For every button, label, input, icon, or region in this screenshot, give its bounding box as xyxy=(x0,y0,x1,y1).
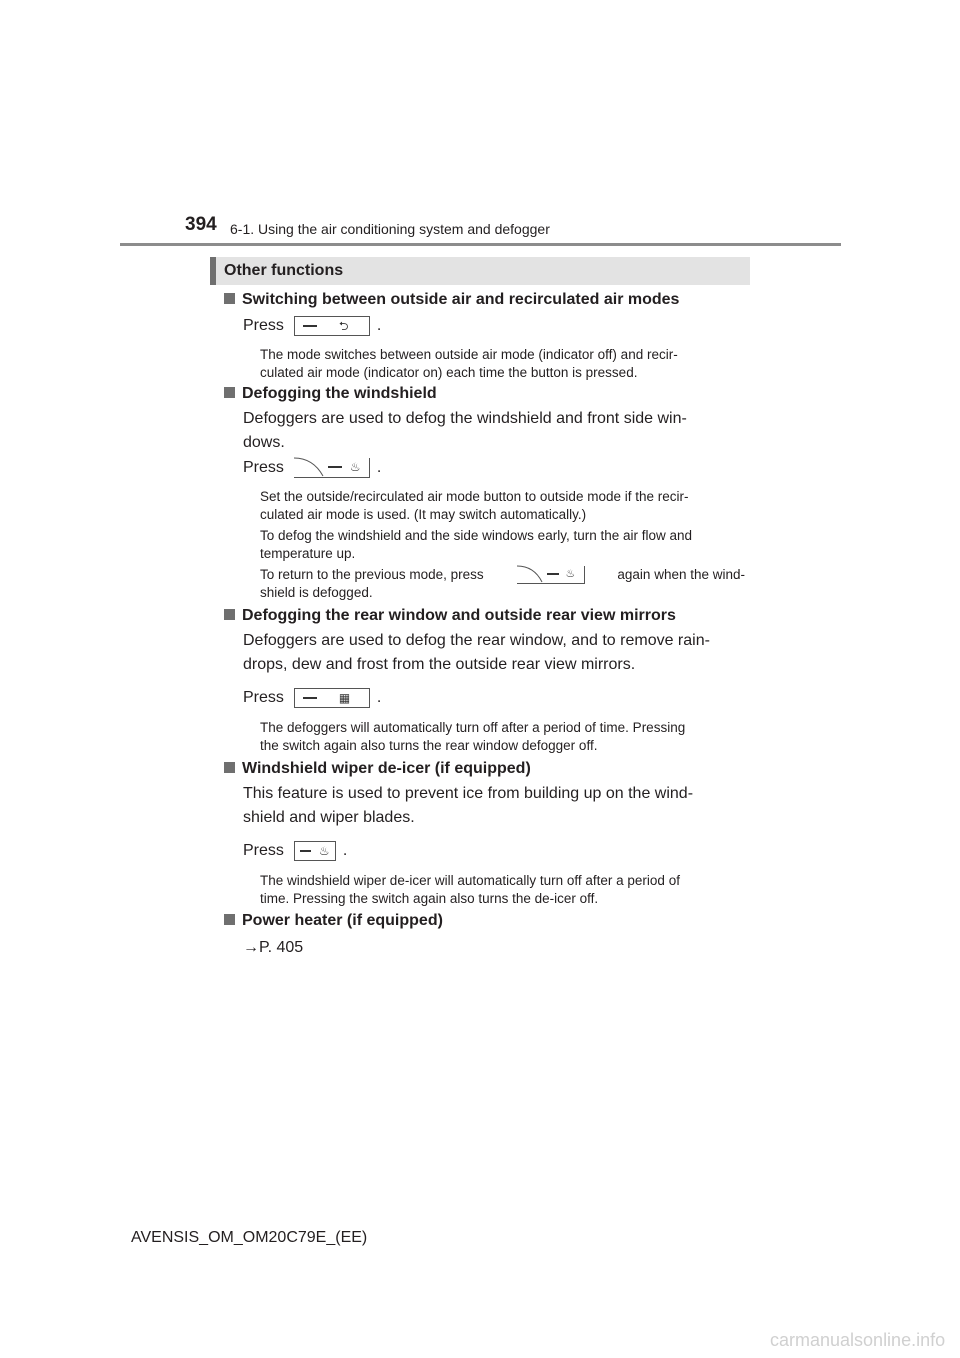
note-line: Set the outside/recirculated air mode button to outside mode if the recir- xyxy=(260,489,689,504)
heading-recirc xyxy=(224,291,679,309)
wiper-deicer-button[interactable] xyxy=(294,841,336,861)
rear-defog-icon: ▦ xyxy=(338,691,351,705)
body-line: Defoggers are used to defog the windshield and front side win- xyxy=(243,410,687,427)
page-number: 394 xyxy=(185,214,217,235)
heading-deicer-text: Windshield wiper de-icer (if equipped) xyxy=(242,760,531,777)
press-label: Press xyxy=(243,842,284,859)
heading-deicer xyxy=(224,760,531,778)
press-windshield xyxy=(243,458,381,478)
note-line: culated air mode (indicator on) each time the button is pressed. xyxy=(260,365,638,380)
note-line: The mode switches between outside air mode (indicator off) and recir- xyxy=(260,347,678,362)
press-deicer xyxy=(243,841,347,861)
note-line: temperature up. xyxy=(260,546,356,561)
period: . xyxy=(376,689,382,706)
heading-heater-text: Power heater (if equipped) xyxy=(242,912,443,929)
square-bullet-icon xyxy=(224,914,235,925)
indicator-dash-icon xyxy=(303,697,317,699)
heading-recirc-text: Switching between outside air and recirculated air modes xyxy=(242,291,680,308)
period: . xyxy=(376,459,382,476)
press-recirc xyxy=(243,316,381,336)
body-line: drops, dew and frost from the outside rear view mirrors. xyxy=(243,656,636,673)
press-label: Press xyxy=(243,459,284,476)
recirculation-button[interactable] xyxy=(294,316,370,336)
windshield-defogger-button-inline[interactable] xyxy=(517,566,585,584)
body-deicer xyxy=(243,782,745,830)
indicator-dash-icon xyxy=(547,573,559,575)
square-bullet-icon xyxy=(224,387,235,398)
body-line: This feature is used to prevent ice from building up on the wind- xyxy=(243,785,694,802)
section-bar-accent xyxy=(210,257,216,285)
square-bullet-icon xyxy=(224,609,235,620)
header-rule xyxy=(120,243,841,246)
body-line: shield and wiper blades. xyxy=(243,809,415,826)
note-windshield-3 xyxy=(260,566,745,602)
windshield-defogger-button[interactable] xyxy=(294,458,370,478)
body-line: Defoggers are used to defog the rear window, and to remove rain- xyxy=(243,632,710,649)
note-line: culated air mode is used. (It may switch automatically.) xyxy=(260,507,587,522)
body-windshield xyxy=(243,407,745,455)
note-rear xyxy=(260,719,745,755)
note-line: The windshield wiper de-icer will automatically turn off after a period of xyxy=(260,873,680,888)
note-line: shield is defogged. xyxy=(260,585,373,600)
note-line: To return to the previous mode, press xyxy=(260,567,484,582)
note-line: To defog the windshield and the side windows early, turn the air flow and xyxy=(260,528,693,543)
rear-window-defogger-button[interactable] xyxy=(294,688,370,708)
period: . xyxy=(376,317,382,334)
heading-heater xyxy=(224,912,443,930)
indicator-dash-icon xyxy=(300,850,311,852)
section-title: Other functions xyxy=(224,262,344,279)
square-bullet-icon xyxy=(224,762,235,773)
note-line: the switch again also turns the rear window defogger off. xyxy=(260,738,598,753)
indicator-dash-icon xyxy=(303,325,317,327)
note-windshield-2 xyxy=(260,527,745,563)
recirculation-icon: ⮌ xyxy=(338,319,349,333)
heading-rear-text: Defogging the rear window and outside rear view mirrors xyxy=(242,607,676,624)
section-bar xyxy=(210,257,750,285)
heading-windshield-text: Defogging the windshield xyxy=(242,385,437,402)
watermark: carmanualsonline.info xyxy=(770,1330,946,1350)
square-bullet-icon xyxy=(224,293,235,304)
note-line: again when the wind- xyxy=(617,567,745,582)
wiper-deicer-icon: ♨ xyxy=(318,844,330,858)
page-reference-link[interactable]: →P. 405 xyxy=(243,939,304,956)
press-rear xyxy=(243,688,381,708)
note-windshield-1 xyxy=(260,488,745,524)
note-recirc xyxy=(260,346,745,382)
windshield-defog-icon: ♨ xyxy=(565,568,576,580)
windshield-defog-icon: ♨ xyxy=(349,460,361,474)
heading-windshield xyxy=(224,385,437,403)
indicator-dash-icon xyxy=(328,466,342,468)
press-label: Press xyxy=(243,317,284,334)
chapter-title: 6-1. Using the air conditioning system and defogger xyxy=(230,221,550,237)
heading-rear xyxy=(224,607,676,625)
body-rear xyxy=(243,629,745,677)
note-deicer xyxy=(260,872,745,908)
period: . xyxy=(342,842,348,859)
document-id: AVENSIS_OM_OM20C79E_(EE) xyxy=(131,1229,368,1246)
body-line: dows. xyxy=(243,434,285,451)
note-line: time. Pressing the switch again also turns the de-icer off. xyxy=(260,891,599,906)
note-line: The defoggers will automatically turn off after a period of time. Pressing xyxy=(260,720,686,735)
press-label: Press xyxy=(243,689,284,706)
